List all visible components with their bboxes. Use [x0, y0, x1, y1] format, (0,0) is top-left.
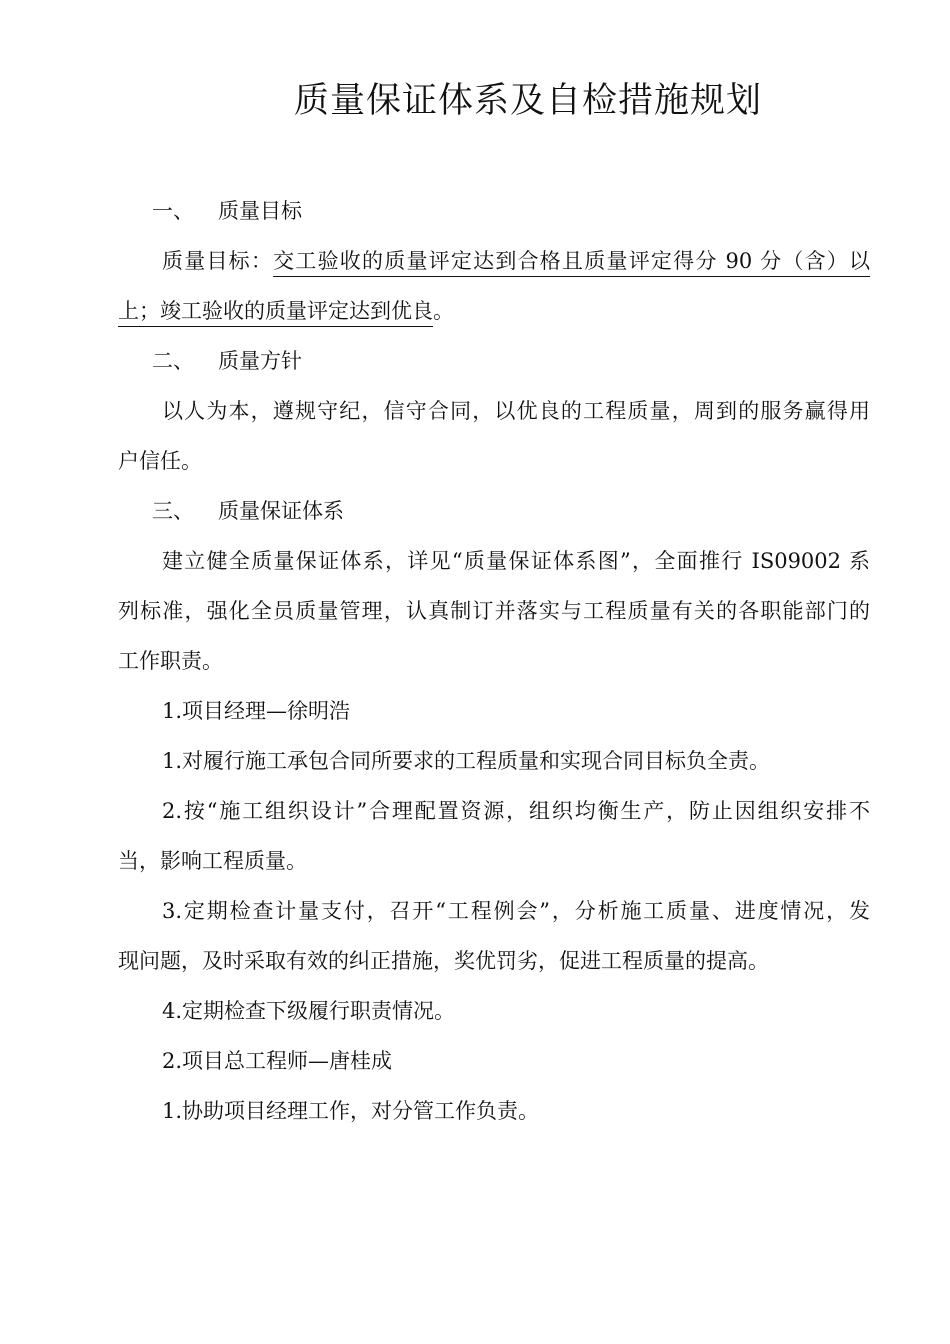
list-item-continuation: 现问题，及时采取有效的纠正措施，奖优罚劣，促进工程质量的提高。 — [118, 949, 769, 973]
goal-prefix: 质量目标： — [162, 249, 274, 273]
document-title: 质量保证体系及自检措施规划 — [293, 81, 762, 121]
paragraph-line — [118, 246, 870, 276]
list-item-continuation: 当，影响工程质量。 — [118, 849, 307, 873]
list-item: 3.定期检查计量支付，召开“工程例会”，分析施工质量、进度情况，发 — [162, 899, 870, 923]
section-number: 一、 — [152, 199, 194, 223]
section-label: 质量方针 — [218, 349, 302, 373]
section-heading-quality-policy — [152, 346, 302, 376]
list-item: 2.按“施工组织设计”合理配置资源，组织均衡生产，防止因组织安排不 — [162, 799, 870, 823]
section-heading-quality-system — [152, 496, 344, 526]
section-number: 三、 — [152, 499, 194, 523]
goal-end: 。 — [433, 299, 454, 323]
section-label: 质量保证体系 — [218, 499, 344, 523]
role-heading-chief-engineer: 2.项目总工程师—唐桂成 — [162, 1049, 393, 1073]
paragraph-line: 以人为本，遵规守纪，信守合同，以优良的工程质量，周到的服务赢得用 — [162, 399, 870, 423]
goal-underlined-text: 上；竣工验收的质量评定达到优良 — [118, 299, 433, 323]
paragraph-line: 列标准，强化全员质量管理，认真制订并落实与工程质量有关的各职能部门的 — [118, 599, 870, 623]
goal-underlined-text: 交工验收的质量评定达到合格且质量评定得分 90 分（含）以 — [273, 249, 871, 273]
list-item: 4.定期检查下级履行职责情况。 — [162, 999, 456, 1023]
paragraph-line: 工作职责。 — [118, 649, 223, 673]
section-number: 二、 — [152, 349, 194, 373]
list-item: 1.协助项目经理工作，对分管工作负责。 — [162, 1099, 540, 1123]
paragraph-line: 建立健全质量保证体系，详见“质量保证体系图”，全面推行 IS09002 系 — [162, 549, 870, 573]
section-label: 质量目标 — [218, 199, 302, 223]
paragraph-line: 户信任。 — [118, 449, 202, 473]
role-heading-project-manager: 1.项目经理—徐明浩 — [162, 699, 351, 723]
list-item: 1.对履行施工承包合同所要求的工程质量和实现合同目标负全责。 — [162, 749, 771, 773]
paragraph-line — [118, 296, 870, 326]
section-heading-quality-goal — [152, 196, 302, 226]
